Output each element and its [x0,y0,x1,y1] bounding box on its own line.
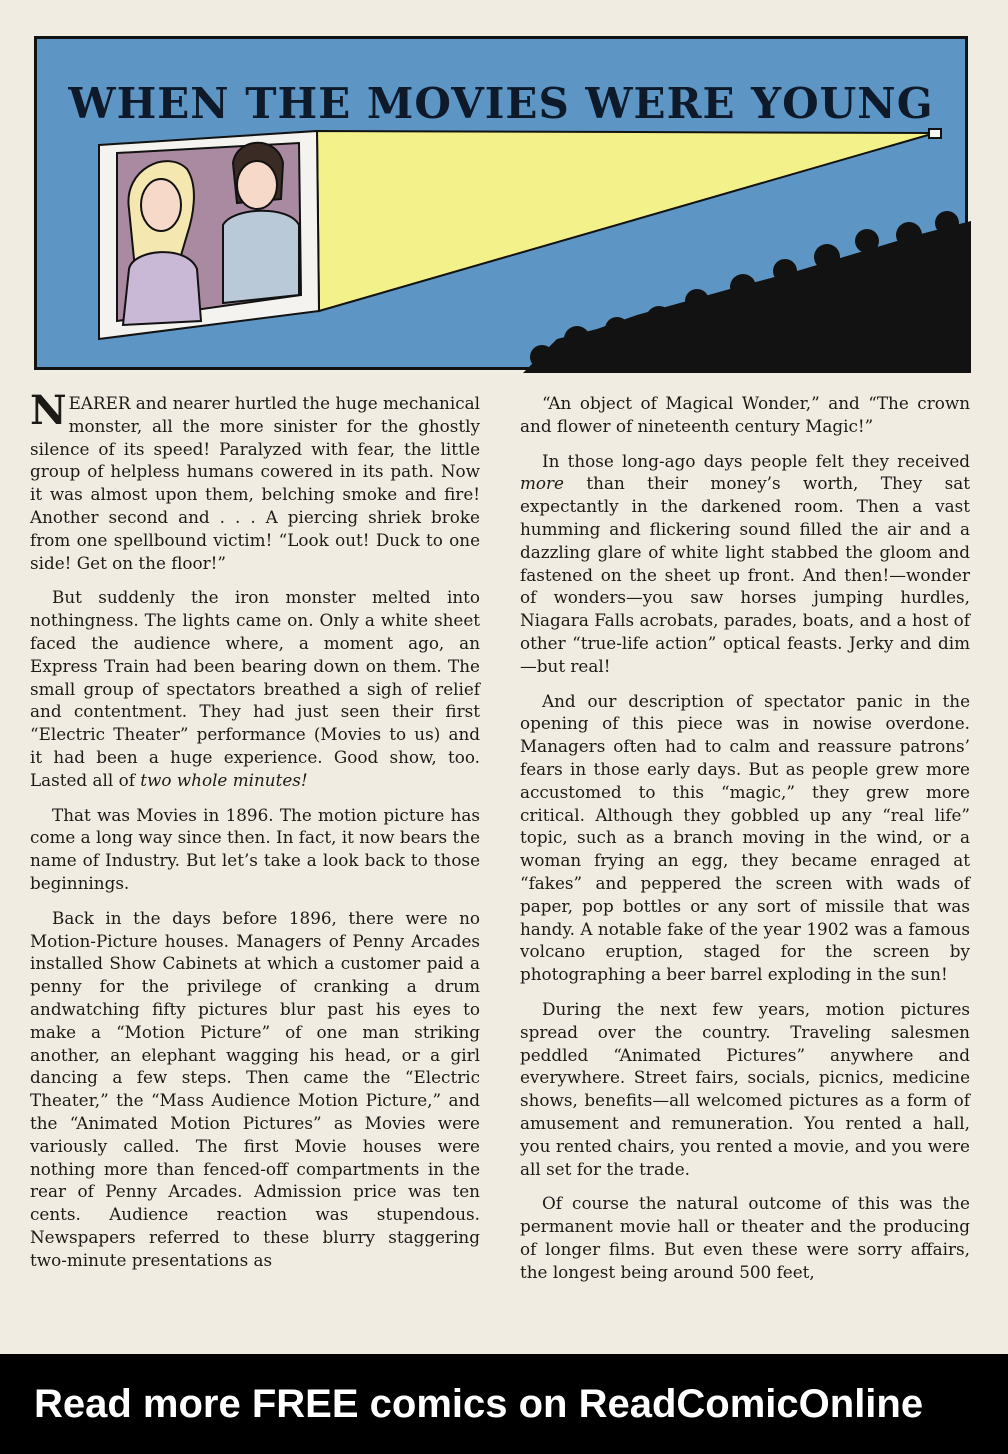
paragraph: That was Movies in 1896. The motion picture has come a long way since then. In fact, it now bears the name of Industry. But let’s take a look back to those beginnings. [30,804,480,893]
drop-cap: N [30,387,67,434]
paragraph: And our description of spectator panic in the opening of this piece was in nowise overdone. Managers often had to calm and reassure patrons’ fears in those early days. But as people grew more accustomed to this “magic,” they grew more critical. Although they gobbled up any “real life” topic, such as a branch moving in the wind, or a woman frying an egg, they became enraged at “fakes” and peppered the screen with wads of paper, pop bottles or any sort of missile that was handy. A notable fake of the year 1902 was a famous volcano eruption, staged for the screen by photographing a beer barrel exploding in the sun! [520,690,970,985]
promo-text[interactable]: Read more FREE comics on ReadComicOnline [34,1382,924,1426]
title-banner [34,36,968,370]
paragraph-emphasis: two whole minutes! [140,769,308,790]
paragraph-emphasis: more [520,473,564,494]
paragraph: Back in the days before 1896, there were no Motion-Picture houses. Managers of Penny Arcades installed Show Cabinets at which a customer paid a penny for the privilege of cranking a drum andwatching fifty pictures blur past his eyes to make a “Motion Picture” of one man striking another, an elephant wagging his head, or a girl dancing a few steps. Then came the “Electric Theater,” the “Mass Audience Motion Picture,” and the “Animated Motion Pictures” as Movies were variously called. The first Movie houses were nothing more than fenced-off compartments in the rear of Penny Arcades. Admission price was ten cents. Audience reaction was stupendous. Newspapers referred to these blurry staggering two-minute presentations as [30,907,480,1270]
article-column-right [520,392,970,1332]
paragraph [520,450,970,678]
paragraph-text: But suddenly the iron monster melted into nothingness. The lights came on. Only a white sheet faced the audience where, a moment ago, an Express Train had been bearing down on them. The small group of spectators breathed a sigh of relief and contentment. They had just seen their first “Electric Theater” performance (Movies to us) and it had been a huge experience. Good show, too. Lasted all of [30,587,480,790]
paragraph [30,387,480,574]
article-title: WHEN THE MOVIES WERE YOUNG [68,79,934,128]
promo-footer[interactable] [0,1354,1008,1454]
paragraph-text: In those long-ago days people felt they received [542,450,970,471]
audience-silhouettes [523,211,971,373]
article-body [30,387,970,1332]
article-column-left [30,387,480,1332]
paragraph-text: than their money’s worth, They sat expectantly in the darkened room. Then a vast humming and flickering sound filled the air and a dazzling glare of white light stabbed the gloom and fastened on the sheet up front. And then!—wonder of wonders—you saw horses jumping hurdles, Niagara Falls acrobats, parades, boats, and a host of other “true-life action” optical feasts. Jerky and dim—but real! [520,473,970,676]
paragraph: “An object of Magical Wonder,” and “The crown and flower of nineteenth century Magic!” [520,393,970,436]
projector-icon [929,129,941,138]
paragraph [30,586,480,791]
paragraph: Of course the natural outcome of this was the permanent movie hall or theater and the producing of longer films. But even these were sorry affairs, the longest being around 500 feet, [520,1193,970,1282]
paragraph-text: EARER and nearer hurtled the huge mechanical monster, all the more sinister for the ghostly silence of its speed! Paralyzed with fear, the little group of helpless humans cowered in its path. Now it was almost upon them, belching smoke and fire! Another second and . . . A piercing shriek broke from one spellbound victim! “Look out! Duck to one side! Get on the floor!” [30,393,480,573]
paragraph: During the next few years, motion pictures spread over the country. Traveling salesmen peddled “Animated Pictures” anywhere and everywhere. Street fairs, socials, picnics, medicine shows, benefits—all welcomed pictures as a form of amusement and remuneration. You rented a hall, you rented chairs, you rented a movie, and you were all set for the trade. [520,998,970,1179]
